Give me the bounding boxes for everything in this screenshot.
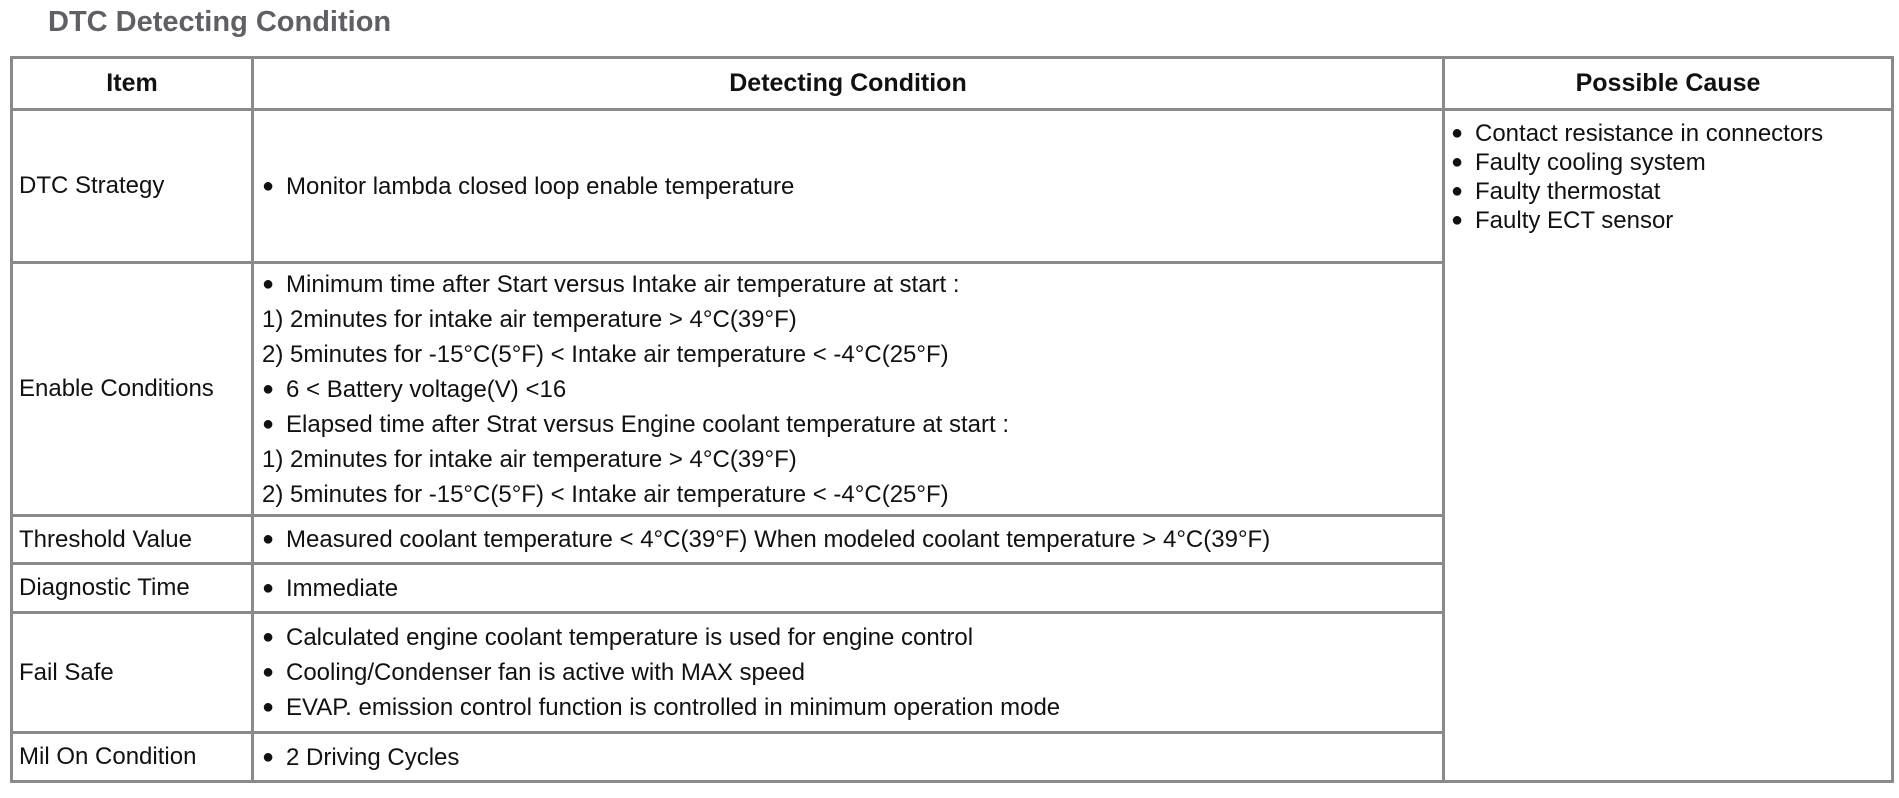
condition-text: Monitor lambda closed loop enable temperature [286, 172, 795, 200]
condition-line [262, 337, 1442, 372]
list-item [1451, 177, 1891, 206]
list-item [1451, 206, 1891, 235]
row-condition-cell [253, 263, 1444, 516]
condition-line [262, 302, 1442, 337]
condition-line [262, 442, 1442, 477]
cause-text: Faulty cooling system [1475, 149, 1706, 176]
possible-cause-list [1451, 111, 1891, 235]
condition-line [262, 477, 1442, 512]
page-title: DTC Detecting Condition [48, 6, 392, 38]
condition-text: 2) 5minutes for -15°C(5°F) < Intake air temperature < -4°C(25°F) [262, 480, 949, 508]
bullet-icon: ● [262, 174, 275, 197]
bullet-icon: ● [262, 745, 275, 768]
list-item [1451, 148, 1891, 177]
condition-text: 2) 5minutes for -15°C(5°F) < Intake air temperature < -4°C(25°F) [262, 340, 949, 368]
condition-line [262, 267, 1442, 302]
condition-line [262, 690, 1442, 725]
bullet-icon: ● [262, 576, 275, 599]
bullet-icon: ● [262, 626, 275, 648]
bullet-icon: ● [262, 412, 275, 435]
table-header-row [12, 58, 1893, 110]
row-condition-cell [253, 564, 1444, 613]
cause-text: Faulty thermostat [1475, 178, 1661, 205]
bullet-icon: ● [1451, 209, 1464, 231]
cause-text: Contact resistance in connectors [1475, 120, 1824, 147]
table-row [12, 110, 1893, 263]
condition-text: Immediate [286, 574, 399, 602]
condition-line [262, 620, 1442, 655]
row-item-label: Diagnostic Time [12, 564, 253, 613]
condition-line [262, 372, 1442, 407]
row-item-label: Fail Safe [12, 613, 253, 733]
condition-text: Elapsed time after Strat versus Engine coolant temperature at start : [286, 410, 1010, 438]
row-item-label: Threshold Value [12, 516, 253, 564]
bullet-icon: ● [1451, 180, 1464, 202]
condition-text: Measured coolant temperature < 4°C(39°F) When modeled coolant temperature > 4°C(39°F) [286, 526, 1271, 553]
condition-text: Cooling/Condenser fan is active with MAX speed [286, 659, 805, 686]
dtc-condition-table [10, 56, 1894, 783]
condition-line [262, 655, 1442, 690]
bullet-icon: ● [262, 696, 275, 718]
condition-text: 6 < Battery voltage(V) <16 [286, 375, 567, 403]
column-header-possible-cause: Possible Cause [1444, 58, 1893, 110]
bullet-icon: ● [1451, 122, 1464, 144]
row-item-label: Enable Conditions [12, 263, 253, 516]
condition-line [262, 169, 1442, 204]
row-condition-cell [253, 613, 1444, 733]
condition-text: 1) 2minutes for intake air temperature > 4°C(39°F) [262, 305, 797, 333]
row-item-label: Mil On Condition [12, 733, 253, 782]
column-header-item: Item [12, 58, 253, 110]
bullet-icon: ● [262, 528, 275, 550]
possible-cause-cell [1444, 110, 1893, 782]
cause-text: Faulty ECT sensor [1475, 207, 1674, 234]
bullet-icon: ● [262, 272, 275, 295]
condition-line [262, 522, 1442, 557]
condition-text: 2 Driving Cycles [286, 743, 460, 771]
row-item-label: DTC Strategy [12, 110, 253, 263]
condition-line [262, 407, 1442, 442]
row-condition-cell [253, 733, 1444, 782]
condition-line [262, 571, 1442, 606]
bullet-icon: ● [262, 377, 275, 400]
condition-text: 1) 2minutes for intake air temperature > 4°C(39°F) [262, 445, 797, 473]
condition-text: Minimum time after Start versus Intake air temperature at start : [286, 270, 960, 298]
condition-text: EVAP. emission control function is controlled in minimum operation mode [286, 694, 1061, 721]
condition-text: Calculated engine coolant temperature is used for engine control [286, 624, 974, 651]
bullet-icon: ● [262, 661, 275, 683]
bullet-icon: ● [1451, 151, 1464, 173]
condition-line [262, 740, 1442, 775]
list-item [1451, 119, 1891, 148]
row-condition-cell [253, 110, 1444, 263]
column-header-detecting-condition: Detecting Condition [253, 58, 1444, 110]
row-condition-cell [253, 516, 1444, 564]
